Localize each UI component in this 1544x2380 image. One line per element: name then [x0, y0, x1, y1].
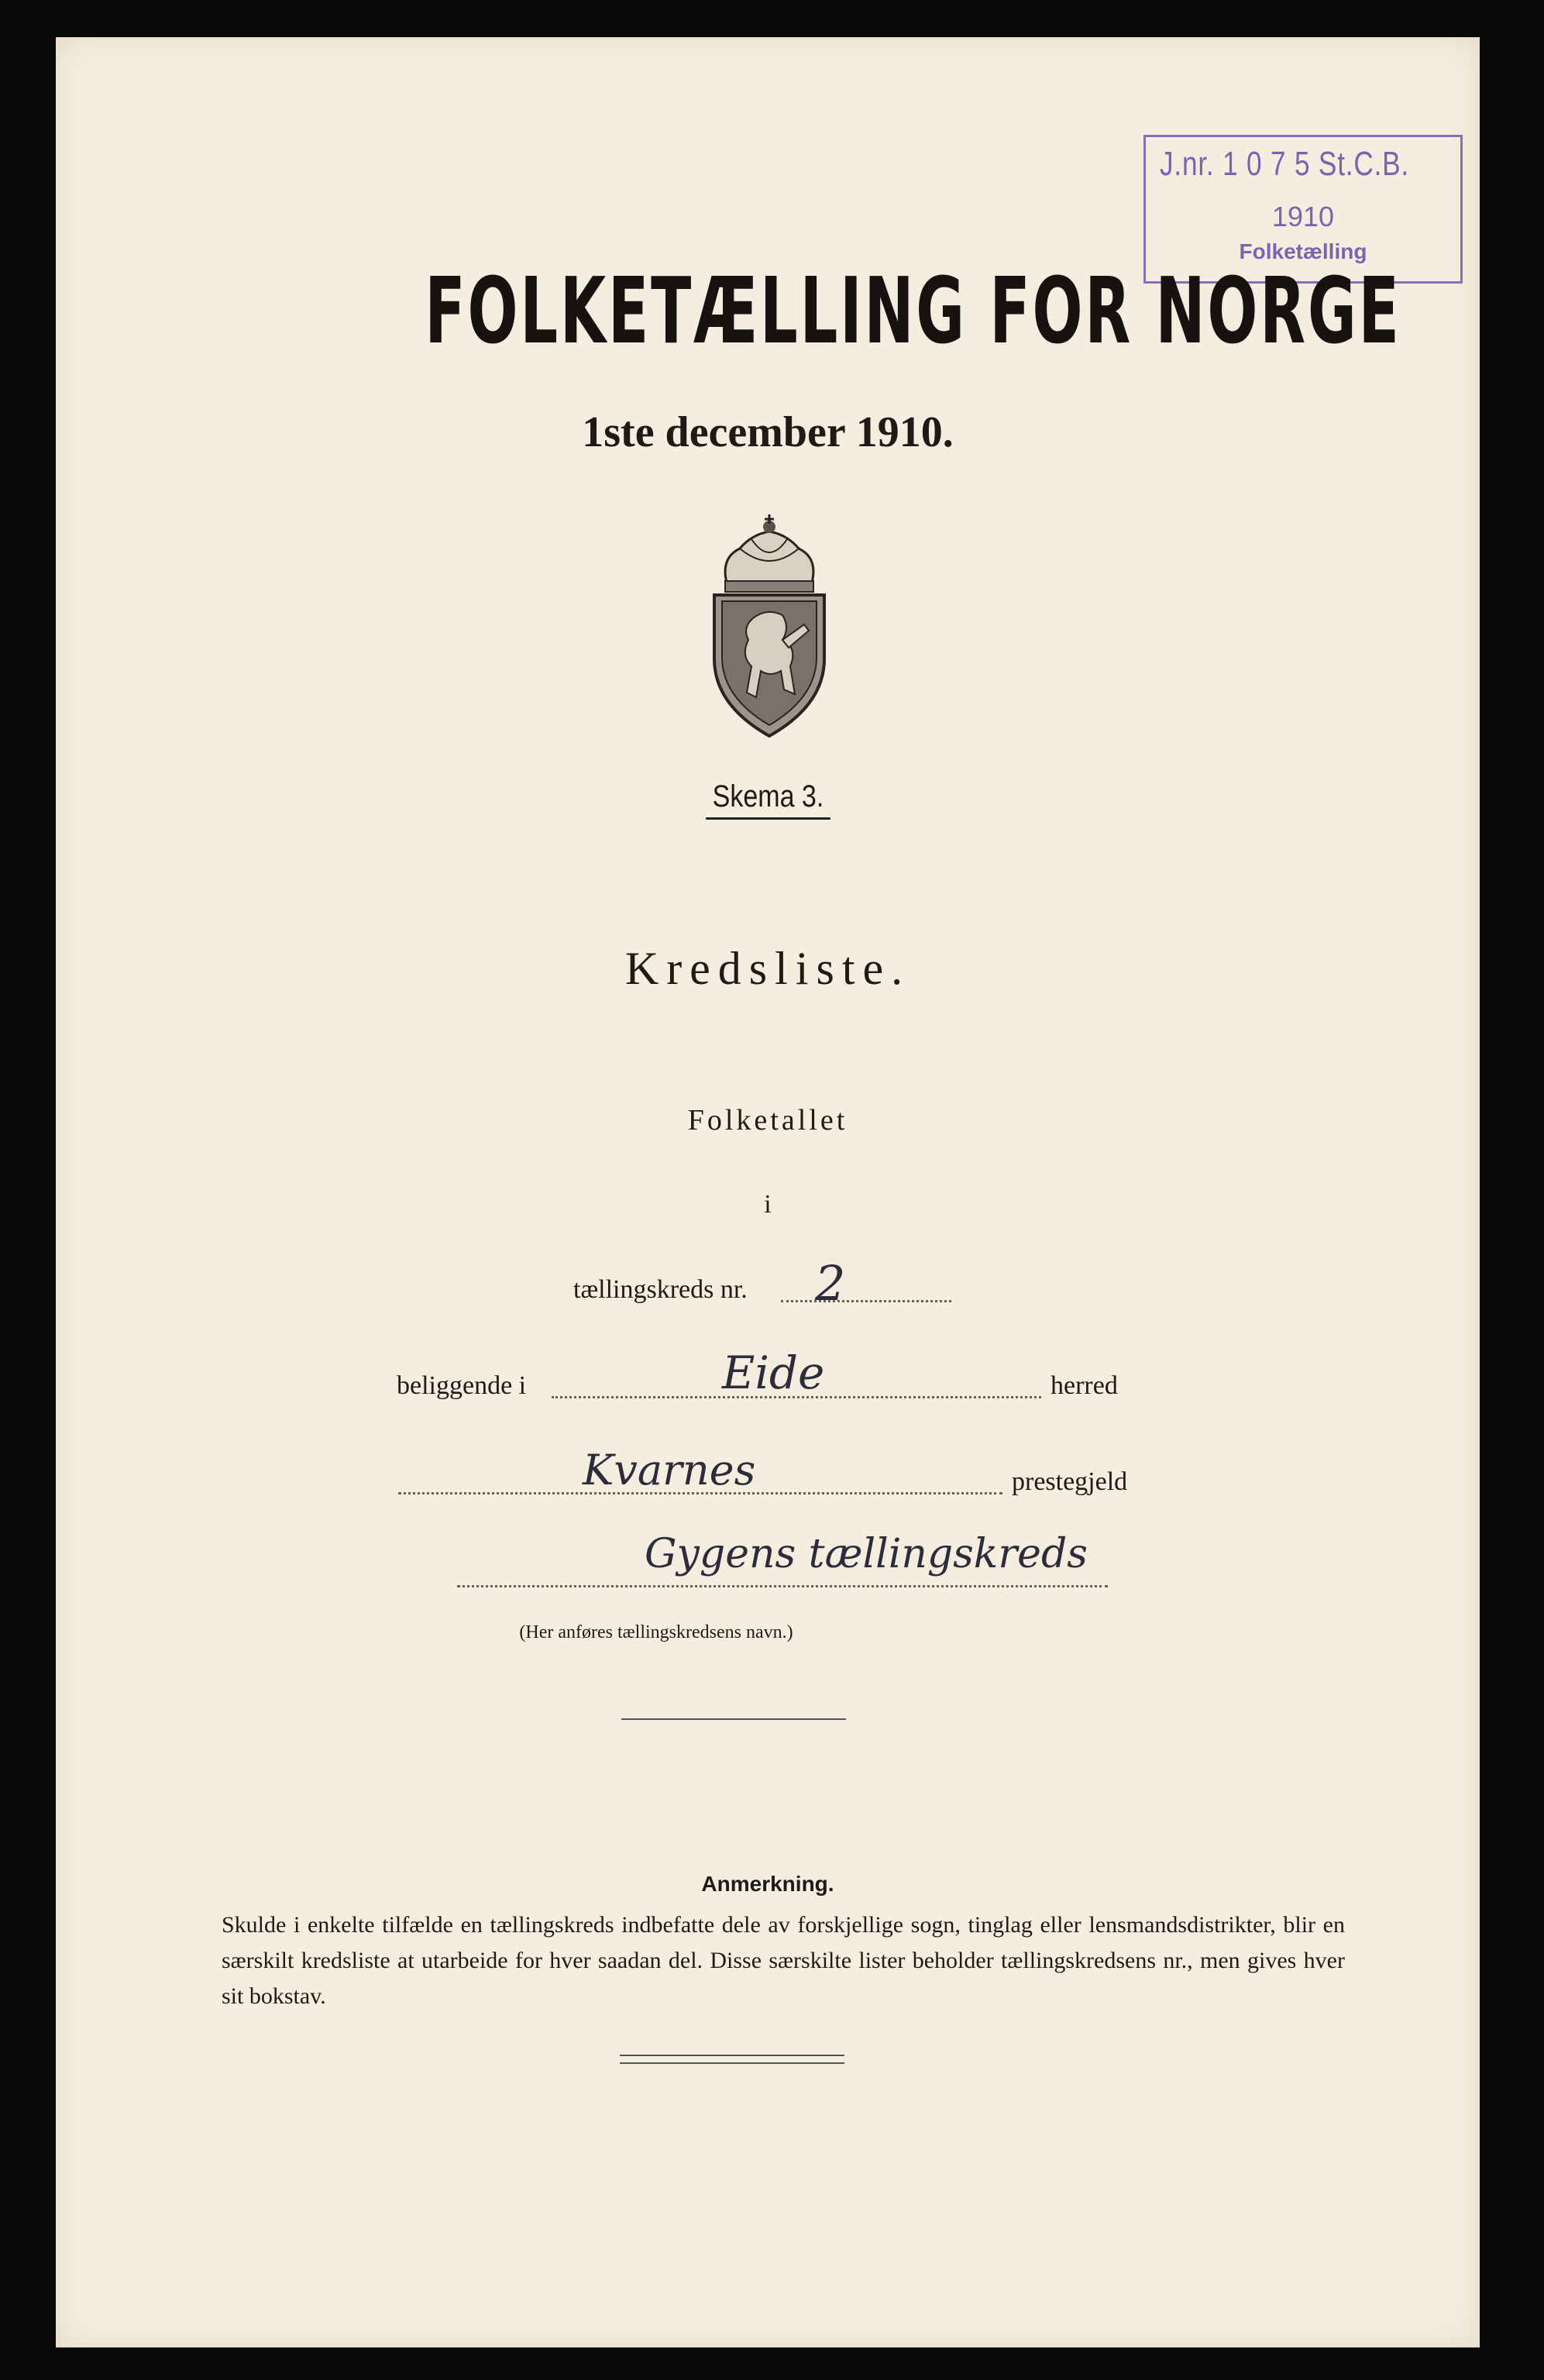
schema-number	[56, 779, 1480, 820]
census-form-page	[56, 37, 1480, 2347]
herred-value: Eide	[722, 1346, 825, 1399]
census-date: 1ste december 1910.	[582, 408, 954, 456]
stamp-year: 1910	[1271, 201, 1335, 232]
form-heading: Kredsliste.	[624, 943, 911, 994]
anmerkning-text: Skulde i enkelte tilfælde en tællingskreds indbefatte dele av forskjellige sogn, tinglag eller lensmandsdistrikter, blir en særskilt kredsliste at utarbeide for hver saadan del. Disse særskilte lister beholder tællingskredsens nr., men gives hver sit bokstav.	[222, 1912, 1345, 2009]
page-title: FOLKETÆLLING FOR NORGE	[425, 257, 1401, 364]
beliggende-label: beliggende i	[397, 1371, 527, 1400]
folketallet-label: Folketallet	[687, 1104, 848, 1137]
kreds-number-label: tællingskreds nr.	[573, 1275, 748, 1304]
stamp-journal-number: J.nr. 1 0 7 5 St.C.B.	[1160, 145, 1410, 183]
divider-bottom-2	[620, 2062, 844, 2064]
divider-bottom-1	[620, 2055, 844, 2056]
prestegjeld-value: Kvarnes	[583, 1446, 756, 1494]
anmerkning-title: Anmerkning.	[701, 1872, 834, 1896]
herred-label: herred	[1051, 1371, 1118, 1400]
prestegjeld-label: prestegjeld	[1012, 1467, 1128, 1496]
kredsnavn-line	[457, 1585, 1108, 1587]
kreds-number-line	[781, 1300, 951, 1302]
kredsnavn-note: (Her anføres tællingskredsens navn.)	[519, 1622, 793, 1642]
kreds-number-value: 2	[815, 1255, 846, 1312]
divider-top	[621, 1718, 846, 1720]
schema-label: Skema 3.	[706, 779, 830, 820]
i-label: i	[764, 1190, 772, 1219]
coat-of-arms-icon	[666, 511, 872, 744]
kredsnavn-value: Gygens tællingskreds	[645, 1531, 1088, 1577]
stamp-label: Folketælling	[1239, 239, 1367, 263]
